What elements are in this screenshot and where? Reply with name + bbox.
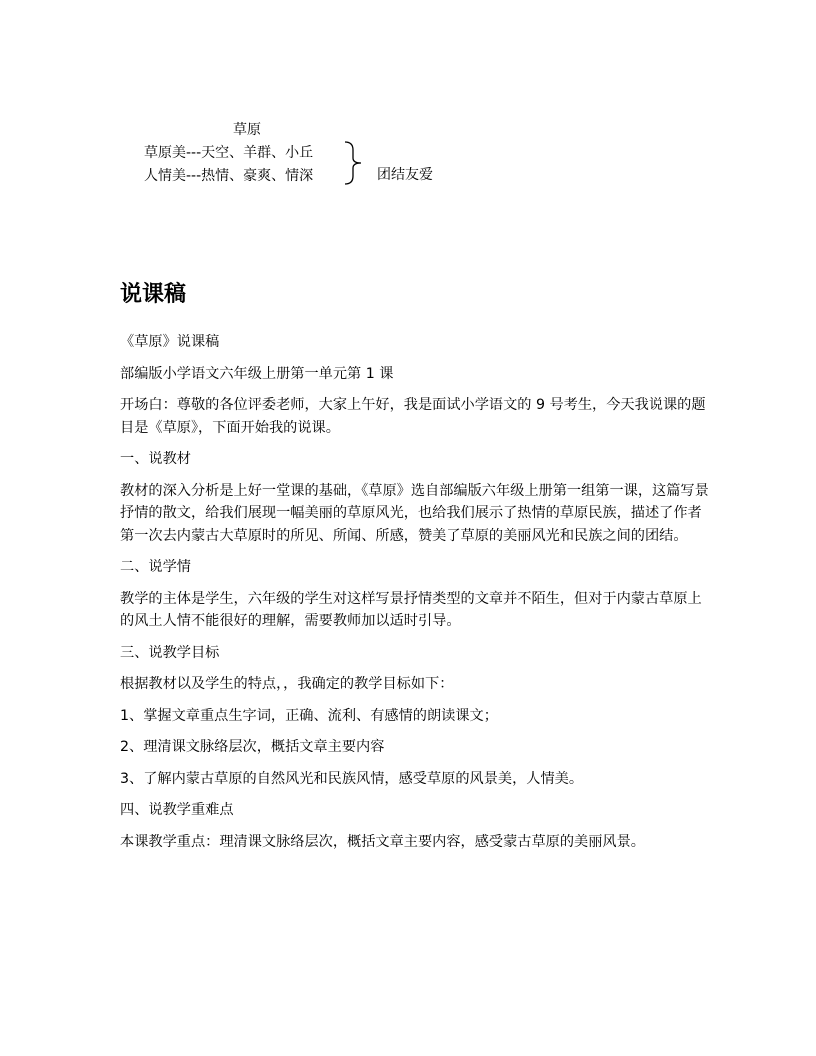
section-heading-goals: 三、说教学目标: [120, 644, 220, 661]
document-body: [120, 331, 710, 862]
outline-title: 草原: [233, 122, 261, 138]
right-brace-icon: [343, 140, 365, 186]
paragraph-textbook: 教材的深入分析是上好一堂课的基础，《草原》选自部编版六年级上册第一组第一课，这篇写景抒情的散文，给我们展现一幅美丽的草原风光，也给我们展示了热情的草原民族，描述了作者第一次去内蒙古大草原时的所见、所闻、所感，赞美了草原的美丽风光和民族之间的团结。: [120, 482, 709, 544]
outline-line-people: 人情美---热情、豪爽、情深: [144, 168, 314, 184]
paragraph-source: 部编版小学语文六年级上册第一单元第 1 课: [120, 365, 394, 382]
list-item: 3、了解内蒙古草原的自然风光和民族风情，感受草原的风景美，人情美。: [120, 770, 584, 787]
page-title: 说课稿: [120, 282, 187, 307]
outline-conclusion: 团结友爱: [377, 167, 433, 183]
section-heading-key-points: 四、说教学重难点: [120, 802, 234, 818]
list-item: 1、掌握文章重点生字词，正确、流利、有感情的朗读课文；: [120, 707, 498, 724]
paragraph-students: 教学的主体是学生，六年级的学生对这样写景抒情类型的文章并不陌生，但对于内蒙古草原上的风土人情不能很好的理解，需要教师加以适时引导。: [120, 590, 702, 629]
section-heading-textbook: 一、说教材: [120, 451, 191, 467]
paragraph-doc-title: 《草原》说课稿: [120, 334, 220, 350]
outline-line-scenery: 草原美---天空、羊群、小丘: [144, 145, 314, 161]
paragraph-goals-intro: 根据教材以及学生的特点，，我确定的教学目标如下：: [120, 676, 454, 692]
paragraph-key-points: 本课教学重点：理清课文脉络层次，概括文章主要内容，感受蒙古草原的美丽风景。: [120, 833, 645, 850]
list-item: 2、理清课文脉络层次，概括文章主要内容: [120, 739, 385, 755]
section-heading-students: 二、说学情: [120, 559, 191, 575]
paragraph-opening: 开场白：尊敬的各位评委老师，大家上午好，我是面试小学语文的 9 号考生，今天我说课的题目是《草原》，下面开始我的说课。: [120, 397, 706, 436]
